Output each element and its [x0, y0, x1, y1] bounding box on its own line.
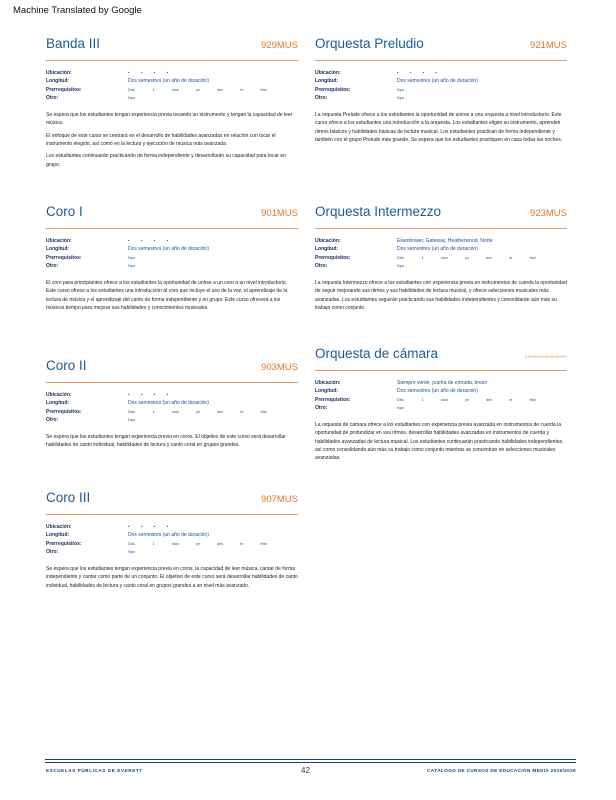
- course-orquesta-preludio: [315, 36, 567, 144]
- prereq-label: Prerrequisitos:: [46, 540, 82, 547]
- description-paragraph: El coro para principiantes ofrece a los estudiantes la oportunidad de unirse a un coro a un nivel introductorio. Este curso ofrece a los estudiantes una introducción al coro que incluye el uso de la voz, el aprendizaje de la lectura de música y el aprendizaje del canto de forma independiente y en grupo. Este curso ofrecerá a los músicos tiempo para mejorar sus habilidades y conocimientos musicales.: [46, 280, 288, 312]
- page-number: 42: [301, 766, 310, 775]
- description-paragraph: Se espera que los estudiantes tengan experiencia previa tocando un instrumento y tengan la capacidad de leer música.: [46, 112, 293, 127]
- description-paragraph: La orquesta Intermezzo ofrece a los estudiantes con experiencia previa en instrumentos de cuerda la oportunidad de seguir mejorando sus ritmos y sus habilidades de lectura musical, y ofrece selecciones musicales más avanzadas. Los estudiantes seguirán practicando sus habilidades independientes y consolidarán aún más su trabajo como conjunto.: [315, 280, 567, 312]
- prereq-value: Dist. 1 stun yn dev te fhst: [128, 409, 267, 414]
- prereq-label: Prerrequisitos:: [46, 254, 82, 261]
- course-meta: [46, 392, 298, 425]
- course-description: [46, 111, 298, 169]
- machine-translated-label: Machine Translated by Google: [13, 5, 142, 16]
- location-value: • • • •: [128, 70, 174, 75]
- course-coro-ii: [46, 358, 298, 450]
- other-label: Otro:: [46, 262, 59, 269]
- course-header: [46, 36, 298, 61]
- footer-rule: [45, 759, 576, 760]
- other-label: Otro:: [46, 94, 59, 101]
- description-paragraph: Los estudiantes continuarán practicando de forma independiente y desarrollarán su capacidad para tocar en grupo.: [46, 153, 286, 168]
- course-description: [46, 279, 298, 312]
- course-code: 921MUS: [530, 40, 567, 51]
- description-paragraph: La orquesta Prelude ofrece a los estudiantes la oportunidad de unirse a una orquesta a nivel introductorio. Este curso ofrece a los estudiantes una introducción a la orquesta. Los estudiantes eligen su instrumento, aprenden ritmos básicos y habilidades básicas de lectura musical. Los estudiantes practican de forma independiente y también con el grupo Prelude más grande. Se espera que los estudiantes practiquen en casa todas las noches.: [315, 112, 563, 144]
- length-value: Dos semestres (un año de duración): [397, 246, 478, 253]
- course-title: Orquesta Intermezzo: [315, 204, 442, 219]
- location-value: • • • •: [128, 238, 174, 243]
- course-code: 907MUS: [261, 494, 298, 505]
- course-title: Coro I: [46, 204, 83, 219]
- length-label: Longitud:: [315, 388, 339, 395]
- footer-rule: [45, 762, 576, 763]
- course-description: [315, 279, 567, 312]
- other-value: Npo: [397, 263, 404, 268]
- length-value: Dos semestres (un año de duración): [128, 78, 209, 85]
- course-orquesta-de-camara: [315, 346, 567, 463]
- course-banda-iii: [46, 36, 298, 169]
- course-title: Orquesta de cámara: [315, 346, 439, 361]
- course-title: Banda III: [46, 36, 101, 51]
- footer-catalog-title: CATÁLOGO DE CURSOS DE EDUCACIÓN MEDIA 2025/2026: [427, 768, 576, 773]
- course-header: [315, 346, 567, 371]
- length-label: Longitud:: [46, 78, 70, 85]
- prereq-label: Prerrequisitos:: [46, 86, 82, 93]
- location-label: Ubicación:: [315, 70, 341, 76]
- other-value: Npo: [128, 417, 135, 422]
- location-value: • • • •: [128, 392, 174, 397]
- length-value: Dos semestres (un año de duración): [128, 532, 209, 539]
- other-label: Otro:: [46, 548, 59, 555]
- course-meta: [315, 380, 567, 413]
- length-label: Longitud:: [315, 246, 339, 253]
- course-description: [46, 433, 298, 450]
- prereq-value: Npo: [397, 87, 404, 92]
- length-value: Dos semestres (un año de duración): [397, 388, 478, 395]
- location-value: • • • •: [128, 524, 174, 529]
- other-label: Otro:: [315, 94, 328, 101]
- other-value: Npo: [128, 263, 135, 268]
- course-description: [315, 111, 567, 144]
- prereq-label: Prerrequisitos:: [315, 396, 351, 403]
- prereq-value: Dist. 1 stun yn dev te fhst: [128, 541, 267, 546]
- course-code: 923MUS: [530, 208, 567, 219]
- description-paragraph: Se espera que los estudiantes tengan experiencia previa en coros. El objetivo de este curso será desarrollar habilidades de canto individual, habilidades de lectura y canto coral en grupos grandes.: [46, 434, 286, 449]
- location-label: Ubicación:: [46, 238, 72, 244]
- other-label: Otro:: [315, 404, 328, 411]
- footer-district: ESCUELAS PÚBLICAS DE EVERETT: [46, 768, 143, 773]
- description-paragraph: Se espera que los estudiantes tengan experiencia previa en coros, la capacidad de leer música, cantar de forma independiente y cantar como parte de un conjunto. El objetivo de este curso será desarrollar habilidades de canto individual, habilidades de lectura y canto coral en grupos grandes a un nivel más avanzado.: [46, 566, 298, 589]
- course-coro-iii: [46, 490, 298, 590]
- course-header: [46, 490, 298, 515]
- course-header: [46, 358, 298, 383]
- location-label: Ubicación:: [46, 524, 72, 530]
- location-value: • • • •: [397, 70, 443, 75]
- other-value: Npo: [128, 549, 135, 554]
- prereq-value: Dist. 1 stun yn dev te fhst: [397, 397, 536, 402]
- course-header: [315, 36, 567, 61]
- length-label: Longitud:: [46, 246, 70, 253]
- prereq-label: Prerrequisitos:: [315, 86, 351, 93]
- prereq-value: Npo: [128, 255, 135, 260]
- course-meta: [46, 524, 298, 557]
- course-code: 903MUS: [261, 362, 298, 373]
- course-code: 901MUS: [261, 208, 298, 219]
- prereq-value: Dist. 1 stun yn dev te fhst: [128, 87, 267, 92]
- course-meta: [315, 70, 567, 103]
- other-label: Otro:: [46, 416, 59, 423]
- length-value: Dos semestres (un año de duración): [128, 246, 209, 253]
- length-label: Longitud:: [46, 400, 70, 407]
- course-code: 00000000000000000: [525, 355, 567, 359]
- course-header: [315, 204, 567, 229]
- location-label: Ubicación:: [46, 392, 72, 398]
- length-value: Dos semestres (un año de duración): [397, 78, 478, 85]
- location-value: Eisenhower, Gateway, Heatherwood, Norte: [397, 238, 493, 244]
- other-value: Npo: [397, 95, 404, 100]
- course-orquesta-intermezzo: [315, 204, 567, 312]
- location-label: Ubicación:: [315, 238, 341, 244]
- course-meta: [315, 238, 567, 271]
- description-paragraph: La orquesta de cámara ofrece a los estudiantes con experiencia previa avanzada en instrumentos de cuerda la oportunidad de profundizar en sus ritmos, desarrollar habilidades avanzadas en instrumentos de cuerda y habilidades avanzadas de lectura musical. Los estudiantes continuarán practicando habilidades independientes, así como consolidando aún más su trabajo como conjunto mientras se concentran en selecciones musicales avanzadas.: [315, 422, 564, 462]
- course-title: Orquesta Preludio: [315, 36, 424, 51]
- prereq-label: Prerrequisitos:: [46, 408, 82, 415]
- location-label: Ubicación:: [315, 380, 341, 386]
- course-coro-i: [46, 204, 298, 312]
- other-label: Otro:: [315, 262, 328, 269]
- length-value: Dos semestres (un año de duración): [128, 400, 209, 407]
- course-description: [46, 565, 298, 590]
- location-label: Ubicación:: [46, 70, 72, 76]
- description-paragraph: El enfoque de este curso se centrará en el desarrollo de habilidades avanzadas en relación con tocar el instrumento elegido, así como en la lectura y ejecución de música más avanzada.: [46, 132, 276, 148]
- course-title: Coro II: [46, 358, 87, 373]
- course-meta: [46, 70, 298, 103]
- course-code: 929MUS: [261, 40, 298, 51]
- course-description: [315, 421, 567, 462]
- course-title: Coro III: [46, 490, 91, 505]
- prereq-value: Dist. 1 stun yn dev te fhst: [397, 255, 536, 260]
- other-value: Npo: [128, 95, 135, 100]
- course-header: [46, 204, 298, 229]
- course-meta: [46, 238, 298, 271]
- length-label: Longitud:: [315, 78, 339, 85]
- other-value: Npo: [397, 405, 404, 410]
- length-label: Longitud:: [46, 532, 70, 539]
- prereq-label: Prerrequisitos:: [315, 254, 351, 261]
- location-value: Siempre verde, puerta de entrada, brezo: [397, 380, 488, 386]
